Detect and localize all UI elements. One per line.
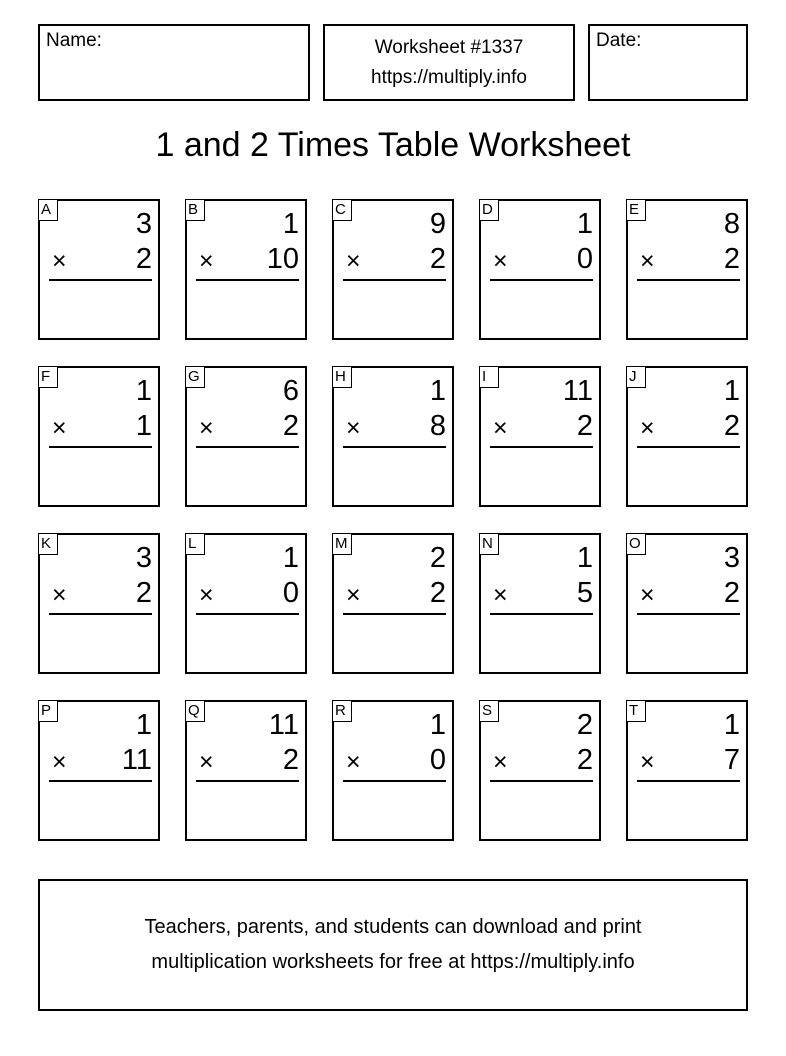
answer-line: [490, 780, 593, 782]
problem-multiplier: 2: [723, 410, 740, 442]
answer-line: [49, 613, 152, 615]
problem-multiplier: 2: [723, 577, 740, 609]
multiply-sign: ×: [199, 748, 214, 776]
footer-line-1: Teachers, parents, and students can download and print: [144, 916, 642, 938]
problem-g: [185, 366, 307, 507]
multiply-sign: ×: [346, 414, 361, 442]
multiply-sign: ×: [493, 414, 508, 442]
name-label: Name:: [46, 30, 102, 51]
problem-multiplicand: 1: [282, 208, 299, 240]
problem-i: [479, 366, 601, 507]
page-title: 1 and 2 Times Table Worksheet: [155, 126, 631, 164]
problem-letter: H: [332, 366, 352, 388]
problem-multiplier: 2: [576, 744, 593, 776]
multiply-sign: ×: [346, 247, 361, 275]
date-label: Date:: [596, 30, 642, 51]
multiply-sign: ×: [52, 748, 67, 776]
problem-d: [479, 199, 601, 340]
problem-multiplicand: 3: [723, 542, 740, 574]
problem-letter: R: [332, 700, 352, 722]
problem-multiplicand: 3: [135, 208, 152, 240]
multiply-sign: ×: [640, 581, 655, 609]
answer-line: [637, 446, 740, 448]
answer-line: [637, 613, 740, 615]
answer-line: [49, 446, 152, 448]
problem-multiplicand: 1: [135, 709, 152, 741]
problem-l: [185, 533, 307, 674]
multiply-sign: ×: [493, 581, 508, 609]
problem-multiplicand: 2: [429, 542, 446, 574]
problem-r: [332, 700, 454, 841]
name-field-box: [38, 24, 310, 101]
problem-letter: A: [38, 199, 58, 221]
worksheet-id-box: [323, 24, 575, 101]
problem-multiplier: 2: [429, 577, 446, 609]
problem-multiplier: 2: [135, 577, 152, 609]
problem-multiplier: 11: [121, 744, 152, 776]
problem-multiplicand: 1: [576, 542, 593, 574]
footer-box: [38, 879, 748, 1011]
problem-multiplier: 2: [723, 243, 740, 275]
problem-b: [185, 199, 307, 340]
problem-multiplicand: 1: [282, 542, 299, 574]
answer-line: [343, 446, 446, 448]
problem-q: [185, 700, 307, 841]
answer-line: [196, 279, 299, 281]
problem-letter: K: [38, 533, 58, 555]
problem-letter: I: [479, 366, 499, 388]
problem-letter: C: [332, 199, 352, 221]
problem-letter: J: [626, 366, 646, 388]
problem-multiplier: 7: [723, 744, 740, 776]
multiply-sign: ×: [52, 247, 67, 275]
multiply-sign: ×: [346, 748, 361, 776]
date-field-box: [588, 24, 748, 101]
problem-multiplier: 0: [429, 744, 446, 776]
answer-line: [343, 613, 446, 615]
problem-multiplicand: 8: [723, 208, 740, 240]
multiply-sign: ×: [52, 414, 67, 442]
problem-multiplicand: 1: [723, 375, 740, 407]
problem-multiplier: 5: [576, 577, 593, 609]
problem-multiplicand: 6: [282, 375, 299, 407]
problem-multiplicand: 1: [135, 375, 152, 407]
answer-line: [196, 613, 299, 615]
problem-multiplier: 8: [429, 410, 446, 442]
answer-line: [49, 279, 152, 281]
multiply-sign: ×: [640, 748, 655, 776]
worksheet-number: Worksheet #1337: [374, 37, 524, 58]
problem-letter: F: [38, 366, 58, 388]
problem-multiplier: 10: [266, 243, 299, 275]
problem-k: [38, 533, 160, 674]
multiply-sign: ×: [346, 581, 361, 609]
problem-c: [332, 199, 454, 340]
answer-line: [196, 446, 299, 448]
problem-a: [38, 199, 160, 340]
problem-multiplicand: 11: [268, 709, 299, 741]
problem-letter: G: [185, 366, 205, 388]
problem-letter: M: [332, 533, 352, 555]
problem-e: [626, 199, 748, 340]
multiply-sign: ×: [640, 414, 655, 442]
problem-multiplier: 2: [282, 410, 299, 442]
problem-multiplier: 2: [282, 744, 299, 776]
problem-multiplicand: 2: [576, 709, 593, 741]
problem-multiplier: 0: [576, 243, 593, 275]
problem-p: [38, 700, 160, 841]
problem-o: [626, 533, 748, 674]
problem-h: [332, 366, 454, 507]
problem-multiplicand: 1: [429, 709, 446, 741]
answer-line: [637, 780, 740, 782]
answer-line: [343, 279, 446, 281]
answer-line: [49, 780, 152, 782]
footer-line-2: multiplication worksheets for free at https://multiply.info: [151, 951, 635, 973]
problem-multiplier: 1: [135, 410, 152, 442]
problem-s: [479, 700, 601, 841]
problem-letter: T: [626, 700, 646, 722]
answer-line: [637, 279, 740, 281]
problem-letter: Q: [185, 700, 205, 722]
answer-line: [490, 613, 593, 615]
multiply-sign: ×: [493, 748, 508, 776]
problem-letter: O: [626, 533, 646, 555]
multiply-sign: ×: [199, 247, 214, 275]
problem-multiplicand: 1: [723, 709, 740, 741]
problem-letter: P: [38, 700, 58, 722]
problem-letter: E: [626, 199, 646, 221]
problem-multiplier: 2: [576, 410, 593, 442]
problem-multiplier: 2: [429, 243, 446, 275]
problem-j: [626, 366, 748, 507]
multiply-sign: ×: [199, 414, 214, 442]
problem-multiplicand: 11: [562, 375, 593, 407]
problem-multiplicand: 1: [576, 208, 593, 240]
multiply-sign: ×: [640, 247, 655, 275]
problem-letter: L: [185, 533, 205, 555]
problem-letter: B: [185, 199, 205, 221]
problem-multiplier: 0: [282, 577, 299, 609]
problem-f: [38, 366, 160, 507]
problem-multiplicand: 1: [429, 375, 446, 407]
answer-line: [490, 279, 593, 281]
problem-t: [626, 700, 748, 841]
multiply-sign: ×: [493, 247, 508, 275]
multiply-sign: ×: [52, 581, 67, 609]
problem-n: [479, 533, 601, 674]
answer-line: [196, 780, 299, 782]
problem-multiplicand: 3: [135, 542, 152, 574]
problem-multiplier: 2: [135, 243, 152, 275]
problem-m: [332, 533, 454, 674]
problem-multiplicand: 9: [429, 208, 446, 240]
answer-line: [343, 780, 446, 782]
problem-letter: S: [479, 700, 499, 722]
answer-line: [490, 446, 593, 448]
worksheet-url: https://multiply.info: [371, 67, 527, 88]
multiply-sign: ×: [199, 581, 214, 609]
problem-letter: N: [479, 533, 499, 555]
problem-letter: D: [479, 199, 499, 221]
